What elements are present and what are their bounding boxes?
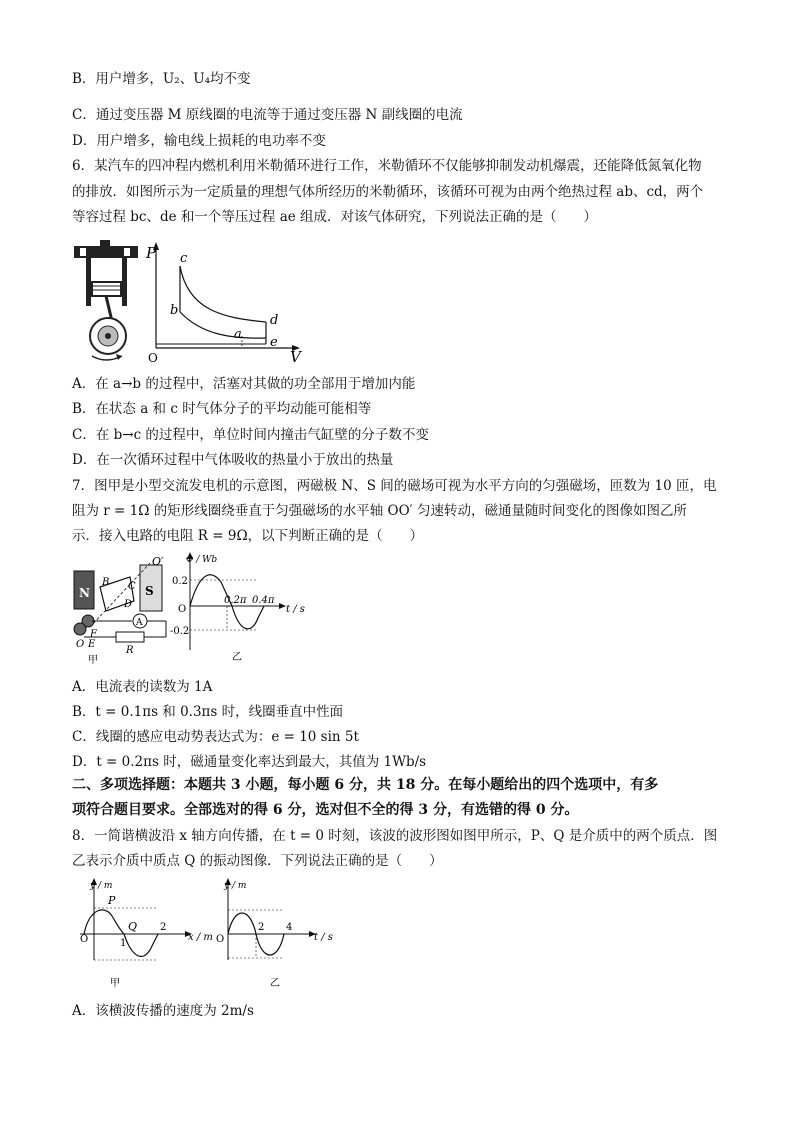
q6-pv-diagram (142, 240, 312, 365)
q7-caption-jia: 甲 (88, 655, 98, 666)
q6-stem-line3: 等容过程 bc、de 和一个等压过程 ae 组成．对该气体研究，下列说法正确的是（ ） (72, 209, 598, 225)
q6-option-d: D．在一次循环过程中气体吸收的热量小于放出的热量 (72, 452, 394, 468)
q7-option-b: B．t = 0.1πs 和 0.3πs 时，线圈垂直中性面 (72, 704, 344, 720)
q8-wave-graph (76, 876, 216, 991)
section2-heading-line1: 二、多项选择题：本题共 3 小题，每小题 6 分，共 18 分。在每小题给出的四个选项中，有多 (72, 777, 659, 793)
q6-point-c: c (180, 251, 188, 266)
q8-jia-x1: 1 (120, 938, 127, 949)
q6-v-axis-label: V (290, 348, 301, 366)
q7-label-o: O (76, 639, 85, 650)
q7-label-f: F (90, 629, 97, 640)
q8-jia-x2: 2 (160, 922, 167, 933)
q7-magnet-s: S (145, 584, 154, 598)
q7-generator-figure (70, 555, 180, 667)
q7-magnet-n: N (79, 586, 90, 600)
q8-stem-line1: 8．一简谐横波沿 x 轴方向传播，在 t = 0 时刻，该波的波形图如图甲所示，P、Q 是介质中的两个质点．图 (72, 828, 718, 844)
q7-resistor-r: R (126, 645, 134, 656)
q7-label-d: D (124, 599, 133, 610)
q7-t2-label: 0.4π (252, 595, 275, 606)
q8-option-a: A．该横波传播的速度为 2m/s (72, 1003, 254, 1019)
q8-caption-yi: 乙 (270, 978, 280, 989)
q6-point-d: d (270, 313, 279, 328)
q8-yi-origin-label: O (216, 934, 225, 945)
section2-heading-line2: 项符合题目要求。全部选对的得 6 分，选对但不全的得 3 分，有选错的得 0 分。 (72, 802, 579, 818)
q6-point-a: a (234, 327, 242, 342)
q8-point-p: P (108, 894, 116, 907)
q6-option-a: A．在 a→b 的过程中，活塞对其做的功全部用于增加内能 (72, 376, 416, 392)
q6-engine-figure (70, 238, 150, 366)
q7-flux-graph (172, 550, 322, 665)
q7-label-b: B (102, 577, 110, 588)
q8-yi-t2: 4 (286, 922, 293, 933)
q8-yi-y-axis-label: y / m (224, 881, 247, 891)
q7-ammeter-a: A (136, 618, 143, 628)
q5-option-d: D．用户增多，输电线上损耗的电功率不变 (72, 133, 326, 149)
q7-x-axis-label: t / s (286, 604, 305, 615)
q7-y-axis-label: Φ / Wb (186, 555, 218, 565)
q7-option-d: D．t = 0.2πs 时，磁通量变化率达到最大，其值为 1Wb/s (72, 754, 427, 770)
q6-option-b: B．在状态 a 和 c 时气体分子的平均动能可能相等 (72, 401, 372, 417)
q6-p-axis-label: P (146, 244, 157, 262)
q6-origin-label: O (148, 351, 158, 365)
q7-stem-line3: 示．接入电路的电阻 R = 9Ω，以下判断正确的是（ ） (72, 528, 424, 544)
q7-y-top: 0.2 (172, 576, 188, 587)
q8-vibration-graph (210, 876, 340, 991)
q7-t1-label: 0.2π (224, 595, 247, 606)
q8-jia-y-axis-label: y / m (90, 881, 113, 891)
q7-stem-line1: 7．图甲是小型交流发电机的示意图，两磁极 N、S 间的磁场可视为水平方向的匀强磁场，匝数为 10 匝，电 (72, 478, 717, 494)
q8-yi-t1: 2 (258, 922, 265, 933)
q8-jia-origin-label: O (80, 934, 89, 945)
q7-label-o-prime: O′ (152, 555, 164, 568)
q5-option-b: B．用户增多，U₂、U₄均不变 (72, 71, 251, 87)
q7-label-e: E (88, 639, 96, 650)
q6-point-b: b (170, 303, 179, 318)
q7-origin-label: O (178, 604, 187, 615)
q6-point-e: e (270, 335, 278, 350)
q7-option-a: A．电流表的读数为 1A (72, 679, 213, 695)
q6-option-c: C．在 b→c 的过程中，单位时间内撞击气缸壁的分子数不变 (72, 427, 429, 443)
q8-jia-x-axis-label: x / m (188, 932, 213, 943)
q7-label-c: C (128, 581, 136, 592)
q5-option-c: C．通过变压器 M 原线圈的电流等于通过变压器 N 副线圈的电流 (72, 107, 463, 123)
q7-caption-yi: 乙 (232, 652, 242, 663)
q6-stem-line1: 6．某汽车的四冲程内燃机利用米勒循环进行工作，米勒循环不仅能够抑制发动机爆震，还能降低氮氧化物 (72, 158, 702, 174)
q8-point-q: Q (128, 920, 138, 933)
q7-stem-line2: 阻为 r = 1Ω 的矩形线圈绕垂直于匀强磁场的水平轴 OO′ 匀速转动，磁通量随时间变化的图像如图乙所 (72, 503, 687, 519)
q6-stem-line2: 的排放．如图所示为一定质量的理想气体所经历的米勒循环，该循环可视为由两个绝热过程 ab、cd，两个 (72, 184, 704, 200)
q7-y-bottom: -0.2 (170, 626, 190, 637)
q8-stem-line2: 乙表示介质中质点 Q 的振动图像．下列说法正确的是（ ） (72, 853, 443, 869)
q7-option-c: C．线圈的感应电动势表达式为：e = 10 sin 5t (72, 729, 359, 745)
q8-yi-x-axis-label: t / s (314, 932, 333, 943)
q8-caption-jia: 甲 (110, 978, 120, 989)
